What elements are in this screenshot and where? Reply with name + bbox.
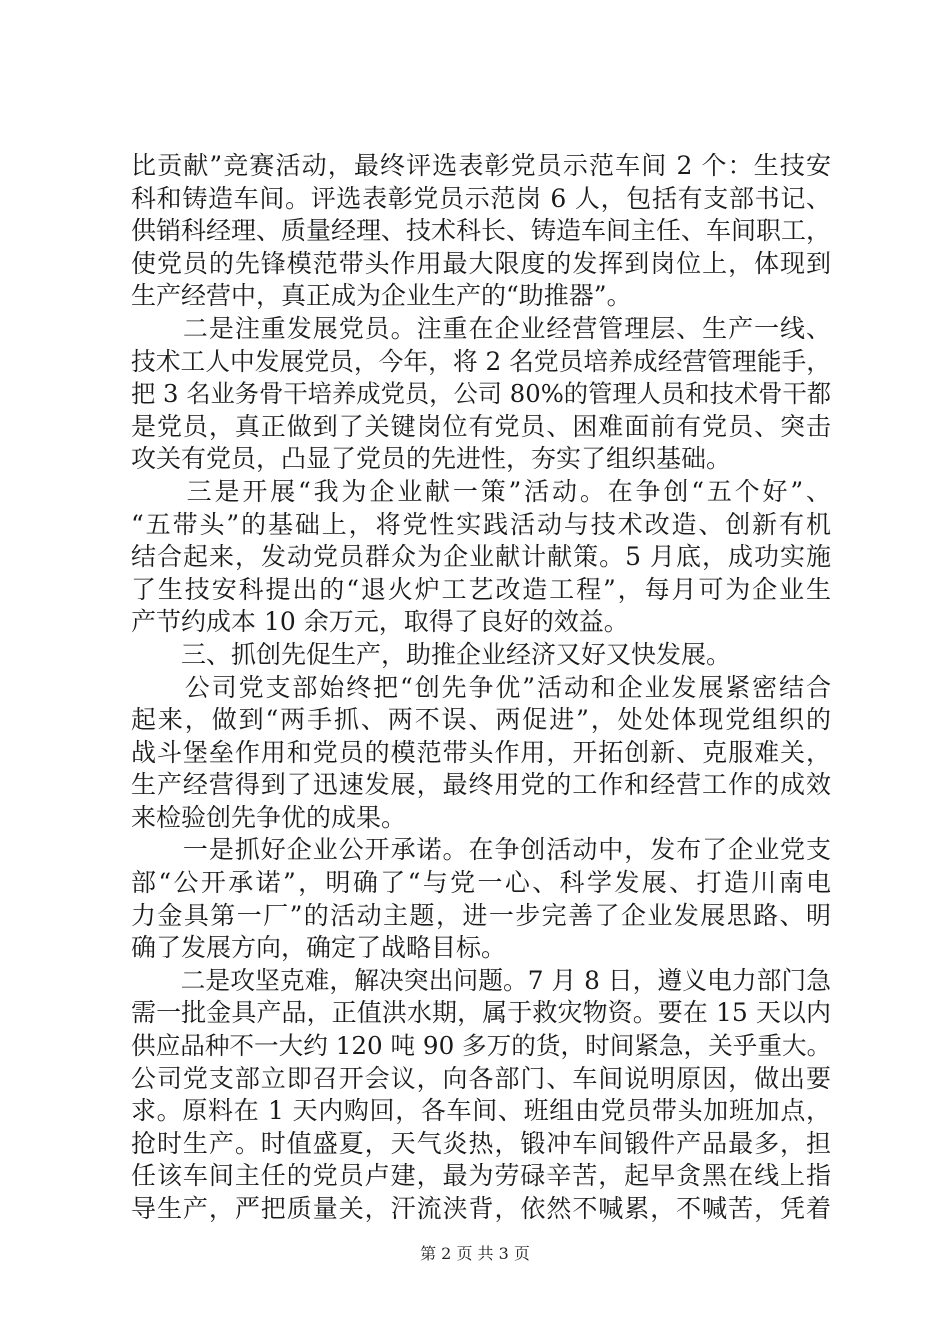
document-body: [131, 150, 831, 1226]
text-line: 攻关有党员，凸显了党员的先进性，夯实了组织基础。: [131, 444, 732, 474]
text-line: 生产经营中，真正成为企业生产的“助推器”。: [131, 281, 632, 311]
text-line: 是党员，真正做到了关键岗位有党员、困难面前有党员、突击: [131, 411, 831, 441]
text-line: 了生技安科提出的“退火炉工艺改造工程”，每月可为企业生: [131, 574, 831, 604]
text-line: 使党员的先锋模范带头作用最大限度的发挥到岗位上，体现到: [131, 248, 831, 278]
text-line: 公司党支部始终把“创先争优”活动和企业发展紧密结合: [131, 672, 831, 702]
text-line: 三、抓创先促生产，助推企业经济又好又快发展。: [131, 639, 732, 669]
text-line: 生产经营得到了迅速发展，最终用党的工作和经营工作的成效: [131, 770, 831, 800]
text-line: 确了发展方向，确定了战略目标。: [131, 933, 507, 963]
text-line: 产节约成本 10 余万元，取得了良好的效益。: [131, 607, 629, 637]
text-line: 一是抓好企业公开承诺。在争创活动中，发布了企业党支: [131, 835, 831, 865]
text-line: 求。原料在 1 天内购回，各车间、班组由党员带头加班加点，: [131, 1096, 831, 1126]
text-line: 二是注重发展党员。注重在企业经营管理层、生产一线、: [131, 313, 831, 343]
text-line: 来检验创先争优的成果。: [131, 802, 407, 832]
text-line: 抢时生产。时值盛夏，天气炎热，锻冲车间锻件产品最多，担: [131, 1128, 831, 1158]
text-line: 需一批金具产品，正值洪水期，属于救灾物资。要在 15 天以内: [131, 998, 831, 1028]
text-line: 三是开展“我为企业献一策”活动。在争创“五个好”、: [131, 476, 831, 506]
text-line: 战斗堡垒作用和党员的模范带头作用，开拓创新、克服难关，: [131, 737, 831, 767]
text-line: 把 3 名业务骨干培养成党员，公司 80%的管理人员和技术骨干都: [131, 379, 832, 409]
text-line: 起来，做到“两手抓、两不误、两促进”，处处体现党组织的: [131, 705, 831, 735]
text-line: 导生产，严把质量关，汗流浃背，依然不喊累，不喊苦，凭着: [131, 1194, 831, 1223]
text-line: 科和铸造车间。评选表彰党员示范岗 6 人，包括有支部书记、: [131, 183, 831, 213]
text-line: 部“公开承诺”，明确了“与党一心、科学发展、打造川南电: [131, 868, 831, 898]
page-footer: 第 2 页 共 3 页: [420, 1244, 530, 1263]
text-line: 任该车间主任的党员卢建，最为劳碌辛苦，起早贪黑在线上指: [131, 1161, 831, 1191]
text-line: 技术工人中发展党员，今年，将 2 名党员培养成经营管理能手，: [131, 346, 831, 376]
text-line: 供应品种不一大约 120 吨 90 多万的货，时间紧急，关乎重大。: [131, 1031, 832, 1061]
text-line: 比贡献”竞赛活动，最终评选表彰党员示范车间 2 个：生技安: [131, 151, 831, 180]
text-line: 力金具第一厂”的活动主题，进一步完善了企业发展思路、明: [131, 900, 831, 930]
text-line: 供销科经理、质量经理、技术科长、铸造车间主任、车间职工，: [131, 216, 832, 246]
text-line: 二是攻坚克难，解决突出问题。7 月 8 日，遵义电力部门急: [131, 965, 831, 995]
text-line: “五带头”的基础上，将党性实践活动与技术改造、创新有机: [131, 509, 831, 539]
text-line: 结合起来，发动党员群众为企业献计献策。5 月底，成功实施: [131, 542, 831, 572]
text-line: 公司党支部立即召开会议，向各部门、车间说明原因，做出要: [131, 1063, 831, 1093]
